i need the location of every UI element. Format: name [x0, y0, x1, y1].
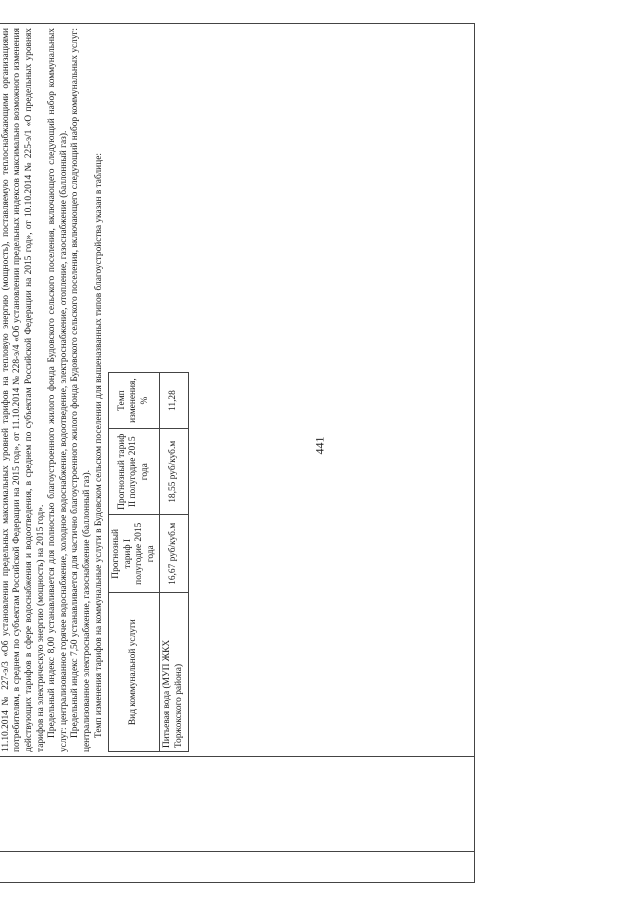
tariff-table-row [160, 372, 188, 751]
paragraph: Предельный индекс 8,00 устанавливается для полностью благоустроенного жилого фонда Будовского сельского поселения, включающего следующий набор коммунальных услуг: централизованное горячее водоснабжение, холодное водоснабжение, водоотведение, электроснабжение, отопление, газоснабжение (баллонный газ). [47, 27, 69, 752]
tariff-table-header [109, 372, 160, 751]
paragraph: 11.10.2014 № 227-э/3 «Об установлении предельных максимальных уровней тарифов на тепловую энергию (мощность), поставляемую теплоснабжающими организациями потребителям, в среднем по субъектам Российской Федерации на 2015 год», от 11.10.2014 № 228-э/4 «Об установлении предельных индексов максимально возможного изменения действующих тарифов в сфере водоснабжения и водоотведения, в среднем по субъектам Российской Федерации на 2015 год», от 10.10.2014 № 225-э/1 «О предельных уровнях тарифов на электрическую энергию (мощность) на 2015 год». [0, 27, 46, 752]
paragraph: Темп изменения тарифов на коммунальные услуги в Будовском сельском поселении для вышеназванных типов благоустройства указан в таблице: [93, 152, 104, 738]
row-description [0, 24, 474, 756]
row-number [0, 851, 474, 882]
table-cell: Питьевая вода (МУП ЖКХ Торжокского района) [160, 592, 188, 751]
tariff-table [108, 372, 189, 752]
header-cell: Прогнозный тариф I полугодие 2015 года [109, 514, 160, 592]
table-cell: 18,55 руб/куб.м [160, 428, 188, 514]
header-cell: Прогнозный тариф II полугодие 2015 года [109, 428, 160, 514]
table-row [0, 23, 475, 883]
rotated-page-content [0, 23, 475, 883]
settlement-name [0, 756, 474, 851]
table-cell: 16,67 руб/куб.м [160, 514, 188, 592]
page-number: 441 [312, 436, 327, 455]
header-cell: Вид коммунальной услуги [109, 592, 160, 751]
header-cell: Темп изменения, % [109, 372, 160, 428]
paragraph: Предельный индекс 7,50 устанавливается для частично благоустроенного жилого фонда Будовского сельского поселения, включающего следующий набор коммунальных услуг: централизованное электроснабжение, газоснабжение (баллонный газ). [70, 27, 92, 752]
table-cell: 11,28 [160, 372, 188, 428]
